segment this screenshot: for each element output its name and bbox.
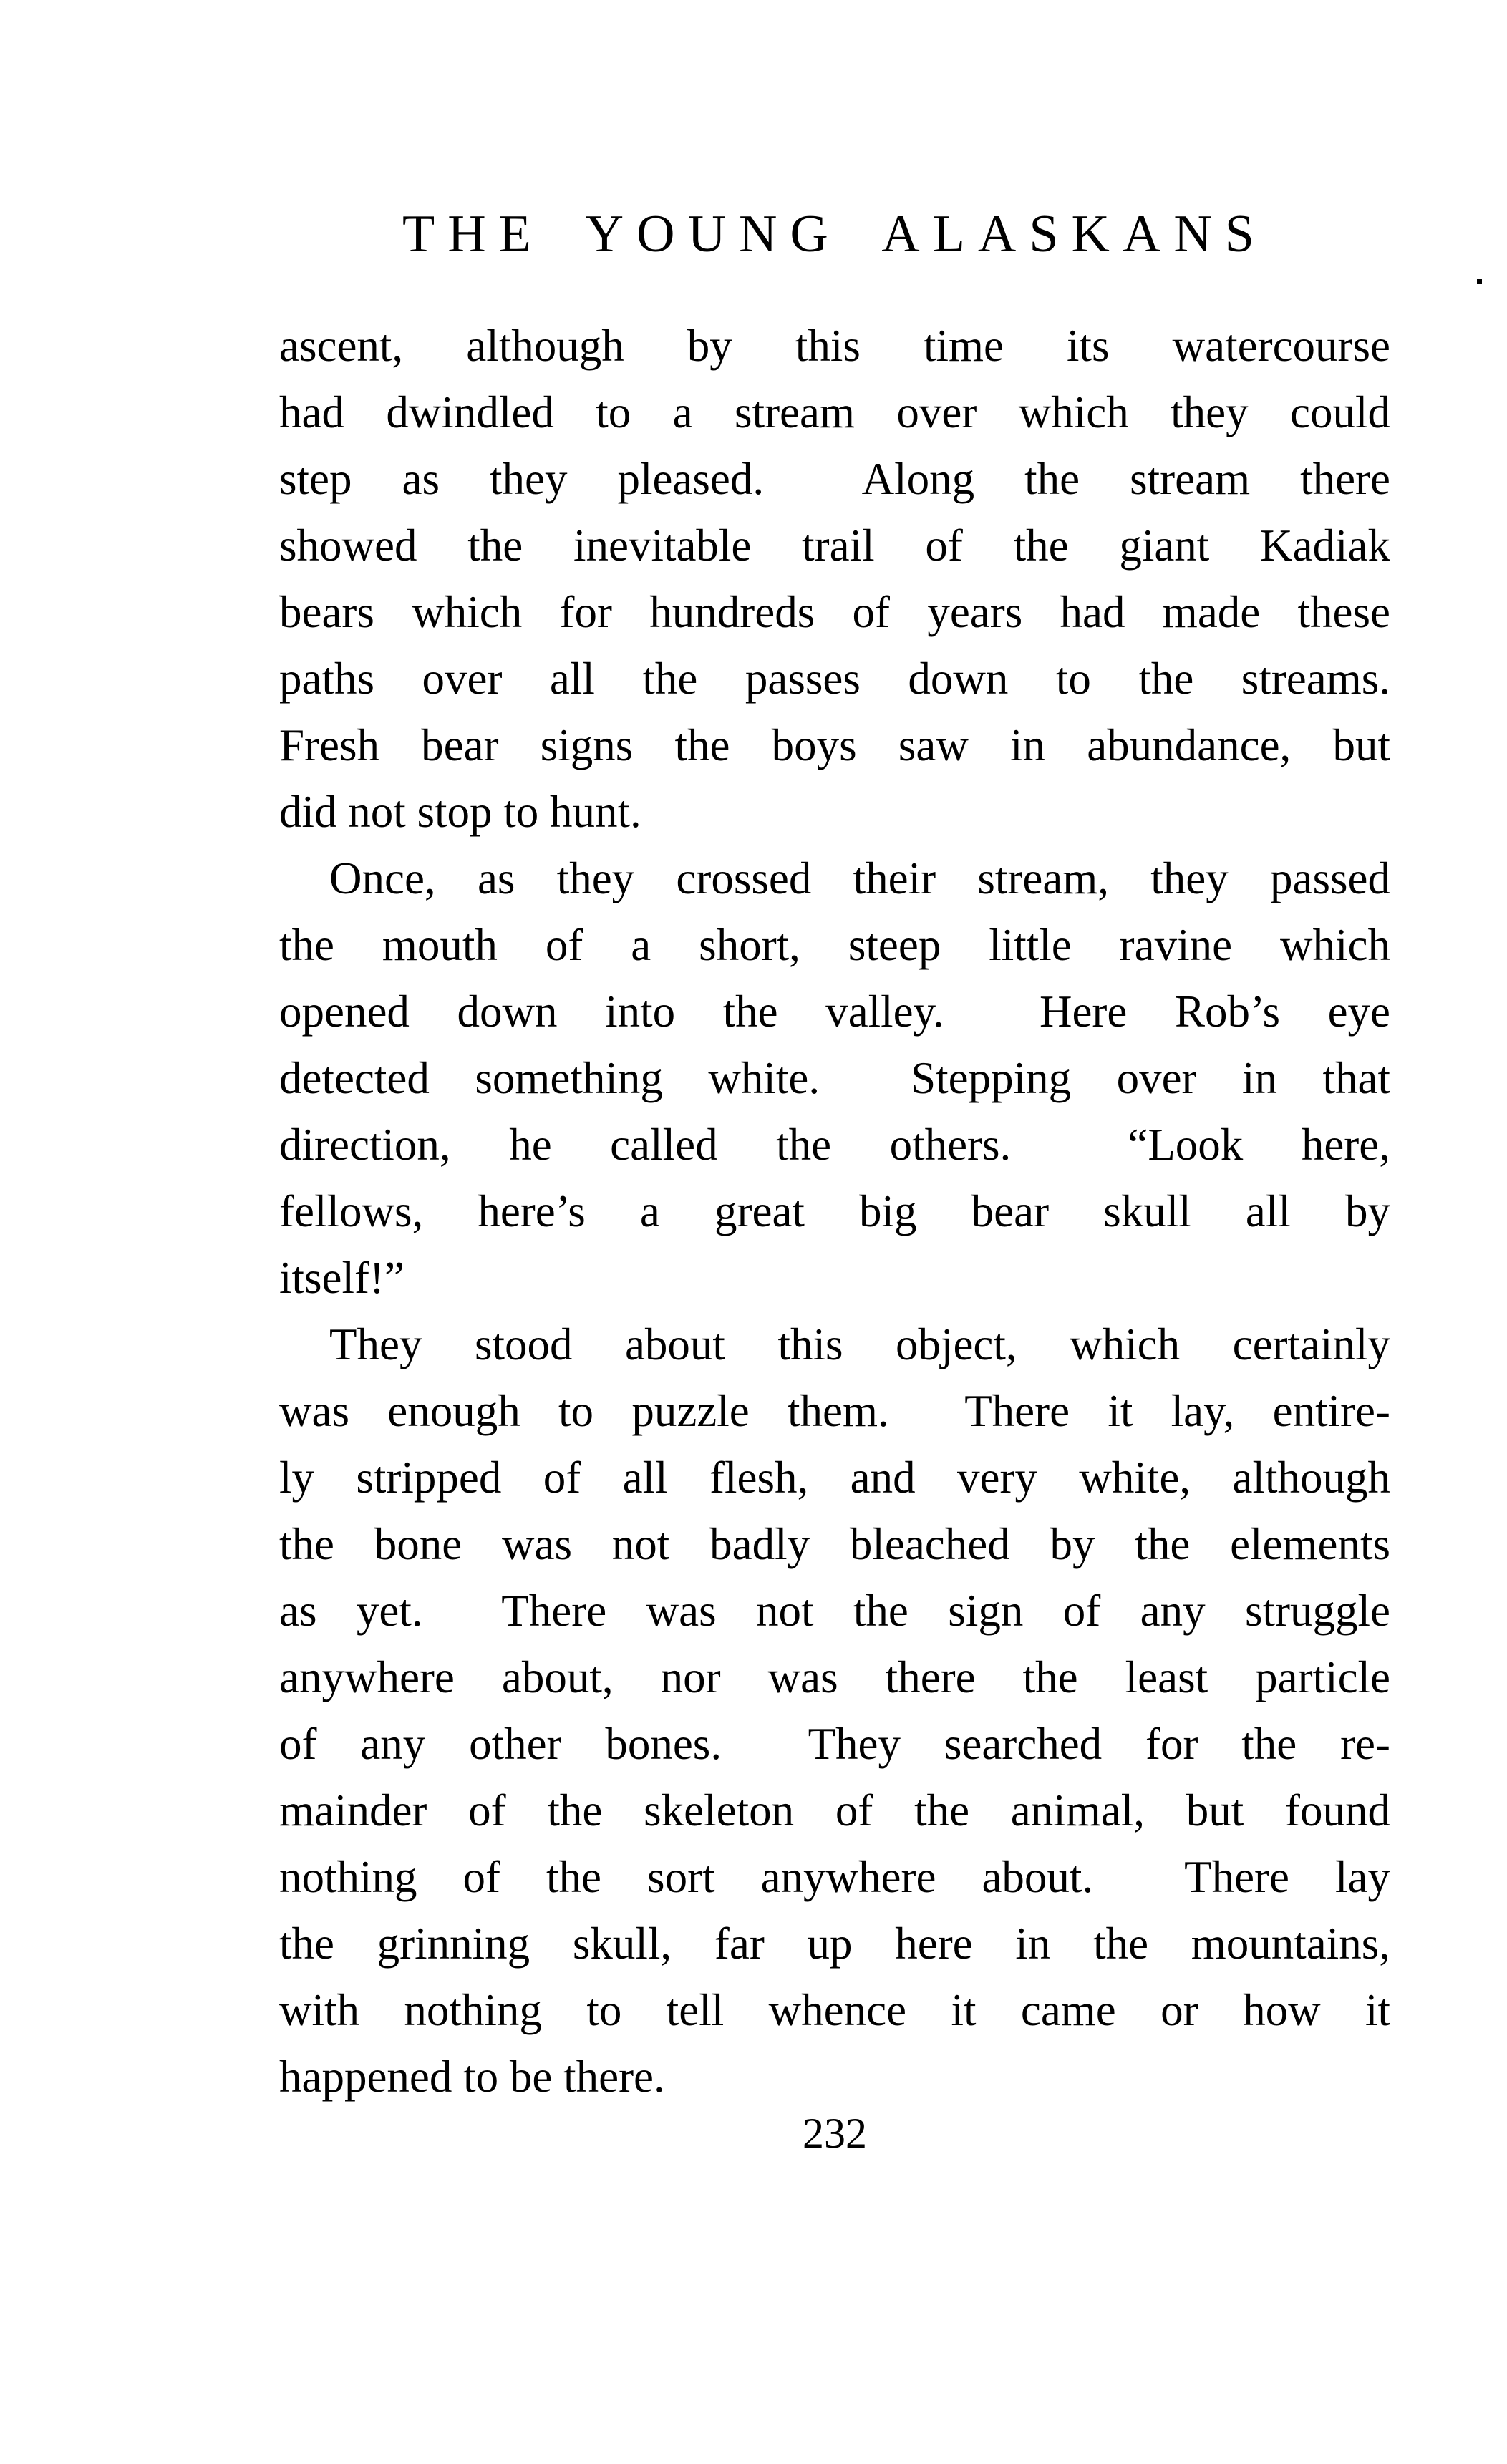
- text-line: They stood about this object, which certainly: [329, 1319, 1390, 1369]
- text-line: the grinning skull, far up here in the mountains,: [279, 1919, 1390, 1969]
- text-line: with nothing to tell whence it came or how it: [279, 1985, 1390, 2035]
- page-number: 232: [803, 2110, 867, 2157]
- text-line: itself!”: [279, 1253, 404, 1303]
- body-text: [279, 313, 1390, 2110]
- text-line: happened to be there.: [279, 2052, 665, 2102]
- text-line: direction, he called the others. “Look here,: [279, 1120, 1390, 1170]
- text-line: as yet. There was not the sign of any struggle: [279, 1586, 1390, 1636]
- text-line: fellows, here’s a great big bear skull all by: [279, 1186, 1390, 1236]
- paragraph: [279, 313, 1390, 845]
- text-line: mainder of the skeleton of the animal, but found: [279, 1785, 1390, 1835]
- text-line: showed the inevitable trail of the giant Kadiak: [279, 520, 1390, 571]
- text-line: bears which for hundreds of years had made these: [279, 587, 1390, 637]
- scan-speck: [1477, 279, 1482, 284]
- text-line: Once, as they crossed their stream, they passed: [329, 853, 1390, 903]
- text-line: paths over all the passes down to the streams.: [279, 654, 1390, 704]
- text-line: Fresh bear signs the boys saw in abundance, but: [279, 720, 1390, 770]
- text-line: anywhere about, nor was there the least particle: [279, 1652, 1390, 1702]
- text-line: did not stop to hunt.: [279, 787, 641, 837]
- paragraph: [279, 1311, 1390, 2110]
- text-line: the mouth of a short, steep little ravine which: [279, 920, 1390, 970]
- text-line: opened down into the valley. Here Rob’s eye: [279, 986, 1390, 1037]
- text-line: was enough to puzzle them. There it lay, entire-: [279, 1386, 1390, 1436]
- running-header: THE YOUNG ALASKANS: [402, 205, 1267, 263]
- text-line: had dwindled to a stream over which they could: [279, 387, 1390, 437]
- paragraph: [279, 845, 1390, 1311]
- text-line: detected something white. Stepping over in that: [279, 1053, 1390, 1103]
- text-line: step as they pleased. Along the stream there: [279, 454, 1390, 504]
- text-line: the bone was not badly bleached by the elements: [279, 1519, 1390, 1569]
- text-line: ascent, although by this time its watercourse: [279, 321, 1390, 371]
- text-line: nothing of the sort anywhere about. There lay: [279, 1852, 1390, 1902]
- text-line: ly stripped of all flesh, and very white, although: [279, 1452, 1390, 1503]
- text-line: of any other bones. They searched for the re-: [279, 1719, 1390, 1769]
